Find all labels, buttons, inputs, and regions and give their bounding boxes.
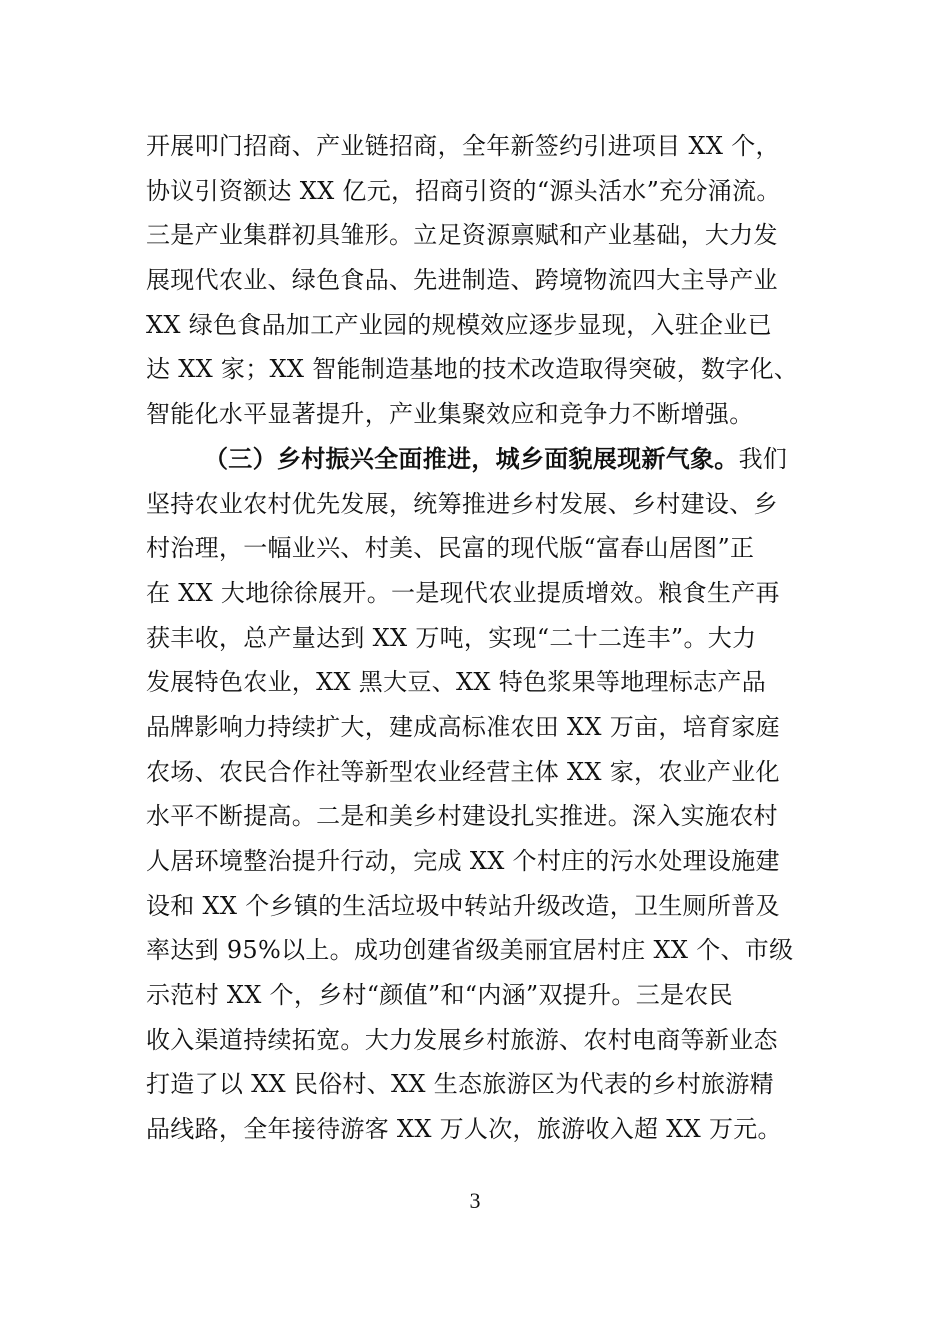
text-line: 农场、农民合作社等新型农业经营主体 XX 家，农业产业化 (146, 757, 780, 786)
body-text (146, 124, 836, 1152)
page-number: 3 (469, 1188, 481, 1213)
text-line: XX 绿色食品加工产业园的规模效应逐步显现，入驻企业已 (146, 310, 772, 339)
text-line: 设和 XX 个乡镇的生活垃圾中转站升级改造，卫生厕所普及 (146, 891, 780, 920)
text-line: 智能化水平显著提升，产业集聚效应和竞争力不断增强。 (146, 400, 754, 429)
section-heading-line (146, 437, 836, 482)
text-line: 品线路，全年接待游客 XX 万人次，旅游收入超 XX 万元。 (146, 1115, 782, 1144)
text-line: 达 XX 家；XX 智能制造基地的技术改造取得突破，数字化、 (146, 355, 799, 384)
text-line: 获丰收，总产量达到 XX 万吨，实现“二十二连丰”。大力 (146, 623, 757, 652)
text-line: 发展特色农业，XX 黑大豆、XX 特色浆果等地理标志产品 (146, 668, 766, 697)
text-line: 坚持农业农村优先发展，统筹推进乡村发展、乡村建设、乡 (146, 489, 778, 518)
text-line: 打造了以 XX 民俗村、XX 生态旅游区为代表的乡村旅游精 (146, 1070, 774, 1099)
text-line: 收入渠道持续拓宽。大力发展乡村旅游、农村电商等新业态 (146, 1025, 778, 1054)
text-line: 水平不断提高。二是和美乡村建设扎实推进。深入实施农村 (146, 802, 778, 831)
text-line: 协议引资额达 XX 亿元，招商引资的“源头活水”充分涌流。 (146, 176, 781, 205)
text-line: 率达到 95%以上。成功创建省级美丽宜居村庄 XX 个、市级 (146, 936, 794, 965)
text-line: 村治理，一幅业兴、村美、民富的现代版“富春山居图”正 (146, 534, 755, 563)
section-heading-tail: 我们 (738, 444, 788, 473)
text-line: 三是产业集群初具雏形。立足资源禀赋和产业基础，大力发 (146, 221, 778, 250)
text-line: 人居环境整治提升行动，完成 XX 个村庄的污水处理设施建 (146, 847, 780, 875)
text-line: 示范村 XX 个，乡村“颜值”和“内涵”双提升。三是农民 (146, 981, 733, 1010)
text-line: 在 XX 大地徐徐展开。一是现代农业提质增效。粮食生产再 (146, 578, 780, 607)
section-heading: （三）乡村振兴全面推进，城乡面貌展现新气象。 (204, 443, 739, 473)
text-line: 开展叩门招商、产业链招商，全年新签约引进项目 XX 个， (146, 132, 780, 160)
text-line: 品牌影响力持续扩大，建成高标准农田 XX 万亩，培育家庭 (146, 712, 780, 741)
text-line: 展现代农业、绿色食品、先进制造、跨境物流四大主导产业 (146, 266, 778, 295)
